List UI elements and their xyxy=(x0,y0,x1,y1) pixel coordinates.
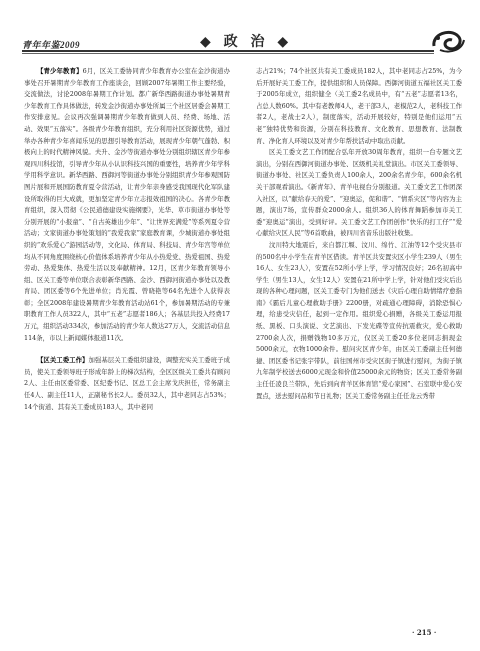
paragraph: 志占21%；74个社区共有关工委成员182人，其中老同志占25%，为今后开展好关工委工作，提供组织和人员保障。西御河街道五福社区关工委于2005年成立，组织健全（关工委2名成员中，有“五老”志愿者13名，占总人数60%。其中有老教师4人，老干部3人，老模范2人，老科技工作者2人，老战士2人），制度落实，活动开展较好，特别是他们运用“五老”独特优势和资源，分别在科技教育、文化教育、思想教育、法制教育、净化育人环境以及对青少年帮扶活动中取出贡献。 xyxy=(256,67,462,145)
section-heading: 【区关工委工作】 xyxy=(37,356,89,365)
header-rule xyxy=(22,50,434,52)
page-header xyxy=(0,0,480,52)
header-rule-thin xyxy=(22,53,434,54)
section-heading: 【青少年教育】 xyxy=(37,67,83,75)
right-column xyxy=(256,66,462,626)
paragraph-text: 加强基层关工委组织建设，调整充实关工委班子成员，使关工委领导班子形成年龄上的梯次结构，全区区级关工委共有顾问2人、主任由区委常委、区纪委书记、区总工会主席戈庆担任，常务副主任4人、副主任11人，正副秘书长2人。委员32人，其中老同志占53%；14个街道、其有关工委成员183人，其中老同 xyxy=(24,356,230,411)
left-column xyxy=(24,66,230,626)
yearbook-title: 青年年鉴2009 xyxy=(22,40,81,50)
swirl-logo-icon xyxy=(428,24,468,56)
page-number: · 215 · xyxy=(412,628,437,637)
paragraph-text: 6月，区关工委协同青少年教育办公室在金沙街道办事处召开暑期青少年教育工作座谈会，回顾2007年暑期工作主要经验，交流做法，讨论2008年暑期工作计划。都广新华西路街道办事处暑期青少年教育工作具体做法，转发金沙街道办事处所属三个社区居委会暑期工作安排意见。会议再次强调暑期青少年教育做到人员、经费、场地、活动、效果“五落实”。各级青少年教育组织，充分利用社区资源优势，通过举办各种青少年喜闻乐见的思想引导教育活动，展现青少年朝气蓬勃、积极向上的时代精神风貌。夫升、金沙等街道办事处分别组织辖区青少年参观四川科技馆，引导青少年从小认识科技兴国的重要性，培养青少年学科学用科学意识。新华西路、西御河等街道办事处分别组织青少年参观国防图片展和开展国防教育夏令营活动，让青少年亲身感受我国现代化军队建设所取得的巨大成就，更加坚定青少年立志报效祖国的决心。各青少年教育组织，深入贯彻《公民道德建设实施纲要》，光华、草市街道办事处等分别开展的“小报童”、“自古英雄出少年”、“让世界充满爱”等系列夏令营活动；文家街道办事处策划的“我爱我家”家庭教育课，少城街道办事处组织的“欢乐爱心”游园活动等，文化局、体育局、科技局、青少年宫等单位均从不同角度围绕核心价值体系培养青少年从小热爱党、热爱祖国、热爱劳动、热爱集体、热爱生活以及奉献精神。12月，区青少年教育领导小组、区关工委等单位联合表彰新华西路、金沙、西御河街道办事处以及教育局、团区委等6个先进单位；肖光霞、曾晓艳等64名先进个人获得表彰；全区2008年建设暑期青少年教育活动站61个，参加暑期活动的专兼职教育工作人员322人，其中“五老”志愿者186人；各基层共投入经费17万元，组织活动334次，参加活动的青少年人数达27万人，交流活动信息114条，市以上新闻媒体报道11次。 xyxy=(24,67,230,342)
paragraph xyxy=(24,355,230,413)
section-title: ◆ 政 治 ◆ xyxy=(200,34,293,50)
paragraph: 区关工委文艺工作团配合弘年开放30周年教育，组织一台专题文艺演出，分别在西御河街道办事处、区级机关礼堂演出。市区关工委领导、街道办事处、社区关工委负责人100余人，200余名青少年，600余名机关干部观看演出。《新青年》、青羊电视台分别报道。关工委文艺工作团深入社区，以“献给春天的爱”、“迎奥运，促和谐”、“情系灾区”等内容为主题，演出7场，宣传群众2000余人。组织36人的体育舞蹈参加市关工委“迎奥运”演出，受到好评。关工委文艺工作团创作“快乐的打工仔”“爱心献给灾区人民”等6首歌曲，被四川省音乐出版社收集。 xyxy=(256,148,462,238)
paragraph: 汶川特大地震后，来自都江堰、汶川、绵竹、江油等12个受灾县市的500名中小学生在青羊区借读。青羊区共安置灾区小学生239人（男生16人、女生23人），安置在52所小学上学，学习情况良好；26名初高中学生（男生13人，女生12人）安置在21所中学上学，针对他们受灾后出现的各种心理问题，区关工委专门为他们送去《灾后心理自助情绪疗愈指南》《霸后儿童心理救助手册》2200册，对疏通心理障碍，消除恐惧心理，给患受灾信任，起到一定作用。组织爱心捐赠，各级关工委运用报纸、黑板、口头演说、文艺演出、下发光碟等宣传抗震救灾，爱心救助2700余人次，捐赠钱物10多万元，仅区关工委20多位老同志捐现金5000余元，衣物1000余件。慰问灾区青少年，由区关工委副主任何德捷、团区委书记张宇带队，前往国州市受灾区街子镇进行慰问，为街子镇九年制学校送去6000元现金和价值25000余元的物资；区关工委常务副主任任凌良兰带队，先后到向青羊区体育馆“爱心家园”、石室联中爱心安置点，送去慰问品和节日礼物；区关工委常务副主任任龙云秀带 xyxy=(256,240,462,400)
paragraph xyxy=(24,66,230,344)
